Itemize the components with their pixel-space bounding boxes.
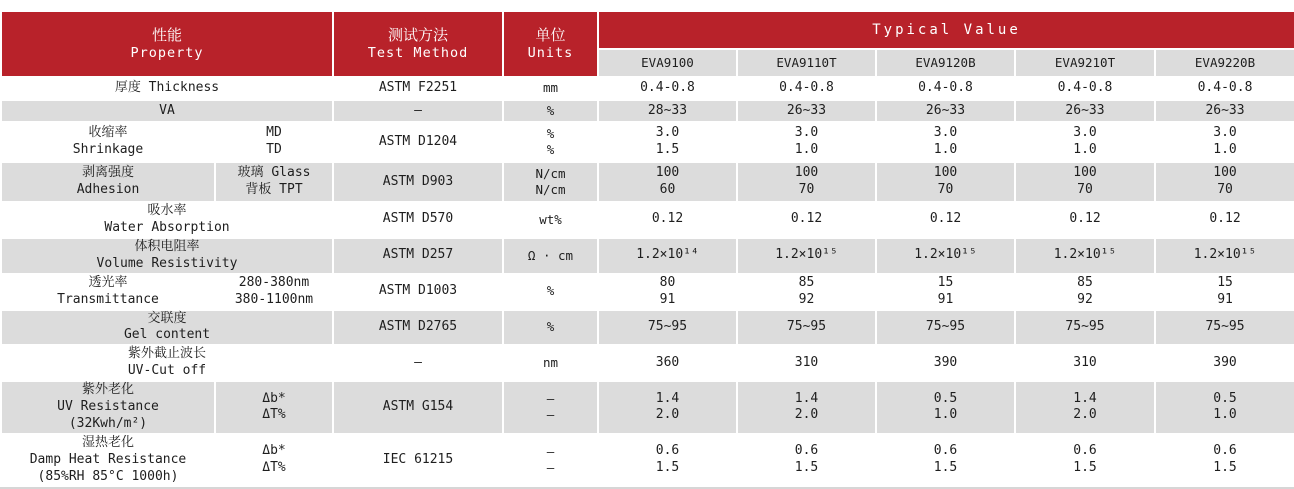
method-cell: ASTM D2765 [333, 310, 503, 346]
product-header-eva9120b: EVA9120B [876, 49, 1015, 77]
value-cell: 0.12 [1155, 202, 1294, 238]
table-row-adhesion [1, 162, 1294, 202]
value-cell: 1.2×10¹⁵ [1155, 238, 1294, 274]
value-cell: 0.12 [1015, 202, 1155, 238]
table-row-shrinkage [1, 122, 1294, 162]
property-cell [1, 100, 333, 122]
property-sub-cell: MD TD [215, 122, 333, 162]
value-cell: 0.4-0.8 [1155, 77, 1294, 100]
table-row-thickness [1, 77, 1294, 100]
value-cell: 75~95 [598, 310, 737, 346]
method-cell: ASTM D903 [333, 162, 503, 202]
value-cell: 26~33 [737, 100, 876, 122]
header-row-main [1, 11, 1294, 49]
value-cell: 0.6 1.5 [1155, 434, 1294, 487]
value-cell: 3.0 1.0 [1155, 122, 1294, 162]
value-cell: 0.5 1.0 [1155, 381, 1294, 434]
table-row-va [1, 100, 1294, 122]
header-property [1, 11, 333, 77]
method-cell: ASTM D570 [333, 202, 503, 238]
units-cell: % % [503, 122, 598, 162]
value-cell: 100 70 [1015, 162, 1155, 202]
header-property-en: Property [130, 45, 204, 62]
units-cell: nm [503, 345, 598, 381]
value-cell: 100 70 [737, 162, 876, 202]
property-cell: 吸水率 Water Absorption [1, 202, 333, 238]
value-cell: 75~95 [1155, 310, 1294, 346]
units-cell: wt% [503, 202, 598, 238]
table-row-damp-heat-resistance [1, 434, 1294, 487]
value-cell: 26~33 [876, 100, 1015, 122]
product-header-eva9100: EVA9100 [598, 49, 737, 77]
value-cell: 0.6 1.5 [737, 434, 876, 487]
property-cell: 湿热老化 Damp Heat Resistance (85%RH 85°C 1000h) [1, 434, 215, 487]
value-cell: 1.2×10¹⁵ [876, 238, 1015, 274]
property-cell: 剥离强度 Adhesion [1, 162, 215, 202]
property-sub-cell: Δb* ΔT% [215, 434, 333, 487]
property-cell [1, 77, 333, 100]
property-sub-cell: Δb* ΔT% [215, 381, 333, 434]
value-cell: 0.4-0.8 [1015, 77, 1155, 100]
value-cell: 26~33 [1155, 100, 1294, 122]
method-cell: ASTM F2251 [333, 77, 503, 100]
product-header-eva9110t: EVA9110T [737, 49, 876, 77]
property-cell: 交联度 Gel content [1, 310, 333, 346]
value-cell: 0.12 [737, 202, 876, 238]
value-cell: 0.12 [598, 202, 737, 238]
value-cell: 1.2×10¹⁴ [598, 238, 737, 274]
property-line: 厚度 Thickness [114, 80, 220, 96]
value-cell: 0.6 1.5 [1015, 434, 1155, 487]
value-cell: 15 91 [1155, 274, 1294, 310]
value-cell: 3.0 1.0 [1015, 122, 1155, 162]
table-row-volume-resistivity [1, 238, 1294, 274]
value-cell: 3.0 1.0 [737, 122, 876, 162]
units-cell: – – [503, 434, 598, 487]
product-header-eva9210t: EVA9210T [1015, 49, 1155, 77]
value-cell: 0.4-0.8 [737, 77, 876, 100]
header-typical-value: Typical Value [598, 11, 1294, 49]
header-property-zh: 性能 [151, 26, 182, 45]
value-cell: 80 91 [598, 274, 737, 310]
value-cell: 390 [1155, 345, 1294, 381]
value-cell: 100 70 [876, 162, 1015, 202]
property-sub-cell: 280-380nm 380-1100nm [215, 274, 333, 310]
value-cell: 0.6 1.5 [598, 434, 737, 487]
value-cell: 310 [737, 345, 876, 381]
value-cell: 1.4 2.0 [598, 381, 737, 434]
value-cell: 0.6 1.5 [876, 434, 1015, 487]
units-cell: N/cm N/cm [503, 162, 598, 202]
property-cell: 收缩率 Shrinkage [1, 122, 215, 162]
value-cell: 3.0 1.0 [876, 122, 1015, 162]
value-cell: 1.4 2.0 [1015, 381, 1155, 434]
value-cell: 100 70 [1155, 162, 1294, 202]
value-cell: 15 91 [876, 274, 1015, 310]
units-cell: % [503, 100, 598, 122]
value-cell: 28~33 [598, 100, 737, 122]
method-cell: – [333, 100, 503, 122]
value-cell: 360 [598, 345, 737, 381]
units-cell: % [503, 274, 598, 310]
value-cell: 26~33 [1015, 100, 1155, 122]
value-cell: 75~95 [1015, 310, 1155, 346]
header-units-en: Units [527, 45, 574, 62]
table-row-gel-content [1, 310, 1294, 346]
units-cell: – – [503, 381, 598, 434]
property-cell: 紫外截止波长 UV-Cut off [1, 345, 333, 381]
header-test-method-en: Test Method [367, 45, 469, 62]
property-cell: 体积电阻率 Volume Resistivity [1, 238, 333, 274]
value-cell: 0.4-0.8 [598, 77, 737, 100]
method-cell: ASTM D1003 [333, 274, 503, 310]
value-cell: 0.4-0.8 [876, 77, 1015, 100]
header-units-zh: 单位 [535, 26, 566, 45]
table-row-uv-cut-off [1, 345, 1294, 381]
value-cell: 85 92 [737, 274, 876, 310]
product-header-eva9220b: EVA9220B [1155, 49, 1294, 77]
value-cell: 100 60 [598, 162, 737, 202]
value-cell: 1.4 2.0 [737, 381, 876, 434]
value-cell: 1.2×10¹⁵ [737, 238, 876, 274]
value-cell: 1.2×10¹⁵ [1015, 238, 1155, 274]
units-cell: Ω · cm [503, 238, 598, 274]
method-cell: – [333, 345, 503, 381]
property-cell: 透光率 Transmittance [1, 274, 215, 310]
table-row-uv-resistance [1, 381, 1294, 434]
value-cell: 85 92 [1015, 274, 1155, 310]
value-cell: 3.0 1.5 [598, 122, 737, 162]
header-units [503, 11, 598, 77]
method-cell: IEC 61215 [333, 434, 503, 487]
value-cell: 310 [1015, 345, 1155, 381]
units-cell: % [503, 310, 598, 346]
method-cell: ASTM D257 [333, 238, 503, 274]
value-cell: 390 [876, 345, 1015, 381]
units-cell: mm [503, 77, 598, 100]
property-cell: 紫外老化 UV Resistance (32Kwh/m²) [1, 381, 215, 434]
property-line: VA [159, 102, 175, 118]
header-test-method [333, 11, 503, 77]
table-row-transmittance [1, 274, 1294, 310]
method-cell: ASTM D1204 [333, 122, 503, 162]
property-sub-cell: 玻璃 Glass 背板 TPT [215, 162, 333, 202]
value-cell: 0.5 1.0 [876, 381, 1015, 434]
value-cell: 75~95 [876, 310, 1015, 346]
value-cell: 75~95 [737, 310, 876, 346]
header-test-method-zh: 测试方法 [387, 26, 448, 45]
spec-table [0, 10, 1294, 487]
value-cell: 0.12 [876, 202, 1015, 238]
method-cell: ASTM G154 [333, 381, 503, 434]
table-row-water-absorption [1, 202, 1294, 238]
